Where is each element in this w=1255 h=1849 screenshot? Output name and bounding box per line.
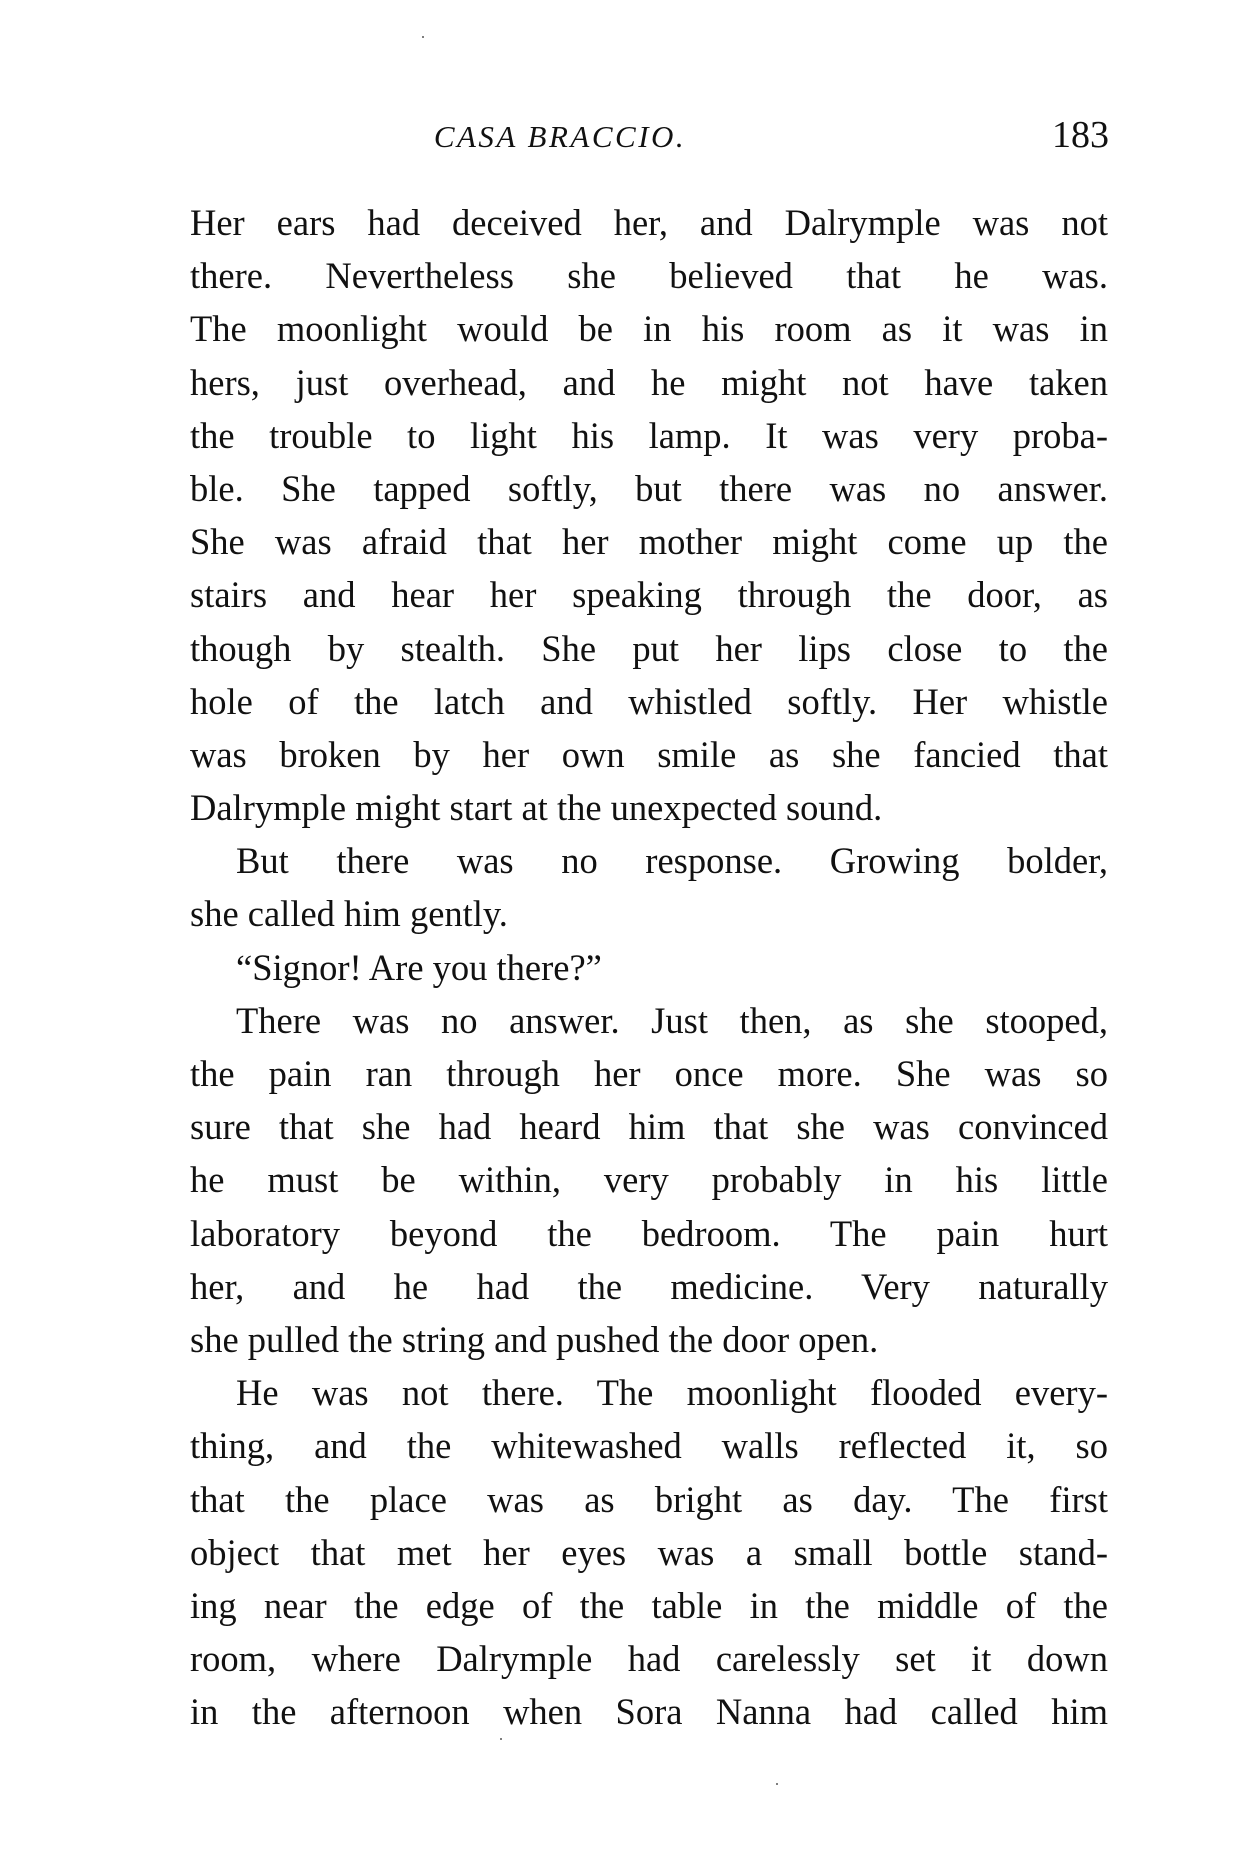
text-line: in the afternoon when Sora Nanna had called him bbox=[190, 1691, 1108, 1733]
body-text bbox=[190, 196, 1108, 1738]
text-line: sure that she had heard him that she was convinced bbox=[190, 1106, 1108, 1148]
text-line: Her ears had deceived her, and Dalrymple was not bbox=[190, 202, 1108, 243]
text-line: ble. She tapped softly, but there was no answer. bbox=[190, 467, 1108, 509]
print-speck bbox=[776, 1783, 778, 1785]
text-line: There was no answer. Just then, as she stooped, bbox=[236, 999, 1108, 1041]
text-line: “Signor! Are you there?” bbox=[236, 946, 602, 988]
page-number: 183 bbox=[1052, 114, 1109, 156]
running-title: CASA BRACCIO. bbox=[433, 119, 687, 154]
text-line: stairs and hear her speaking through the door, as bbox=[190, 574, 1108, 616]
text-line: But there was no response. Growing bolder, bbox=[236, 840, 1108, 882]
text-line: room, where Dalrymple had carelessly set it down bbox=[190, 1638, 1108, 1680]
text-line: she pulled the string and pushed the door open. bbox=[190, 1318, 879, 1360]
text-line: he must be within, very probably in his little bbox=[190, 1159, 1108, 1201]
text-line: He was not there. The moonlight flooded every- bbox=[236, 1372, 1108, 1414]
text-line: She was afraid that her mother might come up the bbox=[190, 521, 1108, 563]
text-line: that the place was as bright as day. The first bbox=[190, 1478, 1108, 1520]
text-line: hole of the latch and whistled softly. Her whistle bbox=[190, 680, 1108, 722]
text-line: though by stealth. She put her lips close to the bbox=[190, 627, 1108, 669]
text-line: ing near the edge of the table in the middle of the bbox=[190, 1584, 1108, 1626]
text-line: Dalrymple might start at the unexpected sound. bbox=[190, 787, 883, 829]
text-line: was broken by her own smile as she fancied that bbox=[190, 733, 1108, 775]
text-line: her, and he had the medicine. Very naturally bbox=[190, 1265, 1108, 1307]
print-speck bbox=[422, 36, 424, 38]
text-line: there. Nevertheless she believed that he was. bbox=[190, 255, 1108, 297]
text-line: hers, just overhead, and he might not have taken bbox=[190, 361, 1108, 403]
text-line: she called him gently. bbox=[190, 893, 508, 935]
text-line: the pain ran through her once more. She was so bbox=[190, 1053, 1108, 1094]
text-line: the trouble to light his lamp. It was very proba- bbox=[190, 414, 1108, 456]
text-line: laboratory beyond the bedroom. The pain hurt bbox=[190, 1212, 1108, 1254]
text-line: object that met her eyes was a small bottle stand- bbox=[190, 1531, 1108, 1573]
print-speck bbox=[500, 1738, 502, 1740]
text-line: thing, and the whitewashed walls reflected it, so bbox=[190, 1425, 1108, 1467]
text-line: The moonlight would be in his room as it was in bbox=[190, 308, 1108, 350]
